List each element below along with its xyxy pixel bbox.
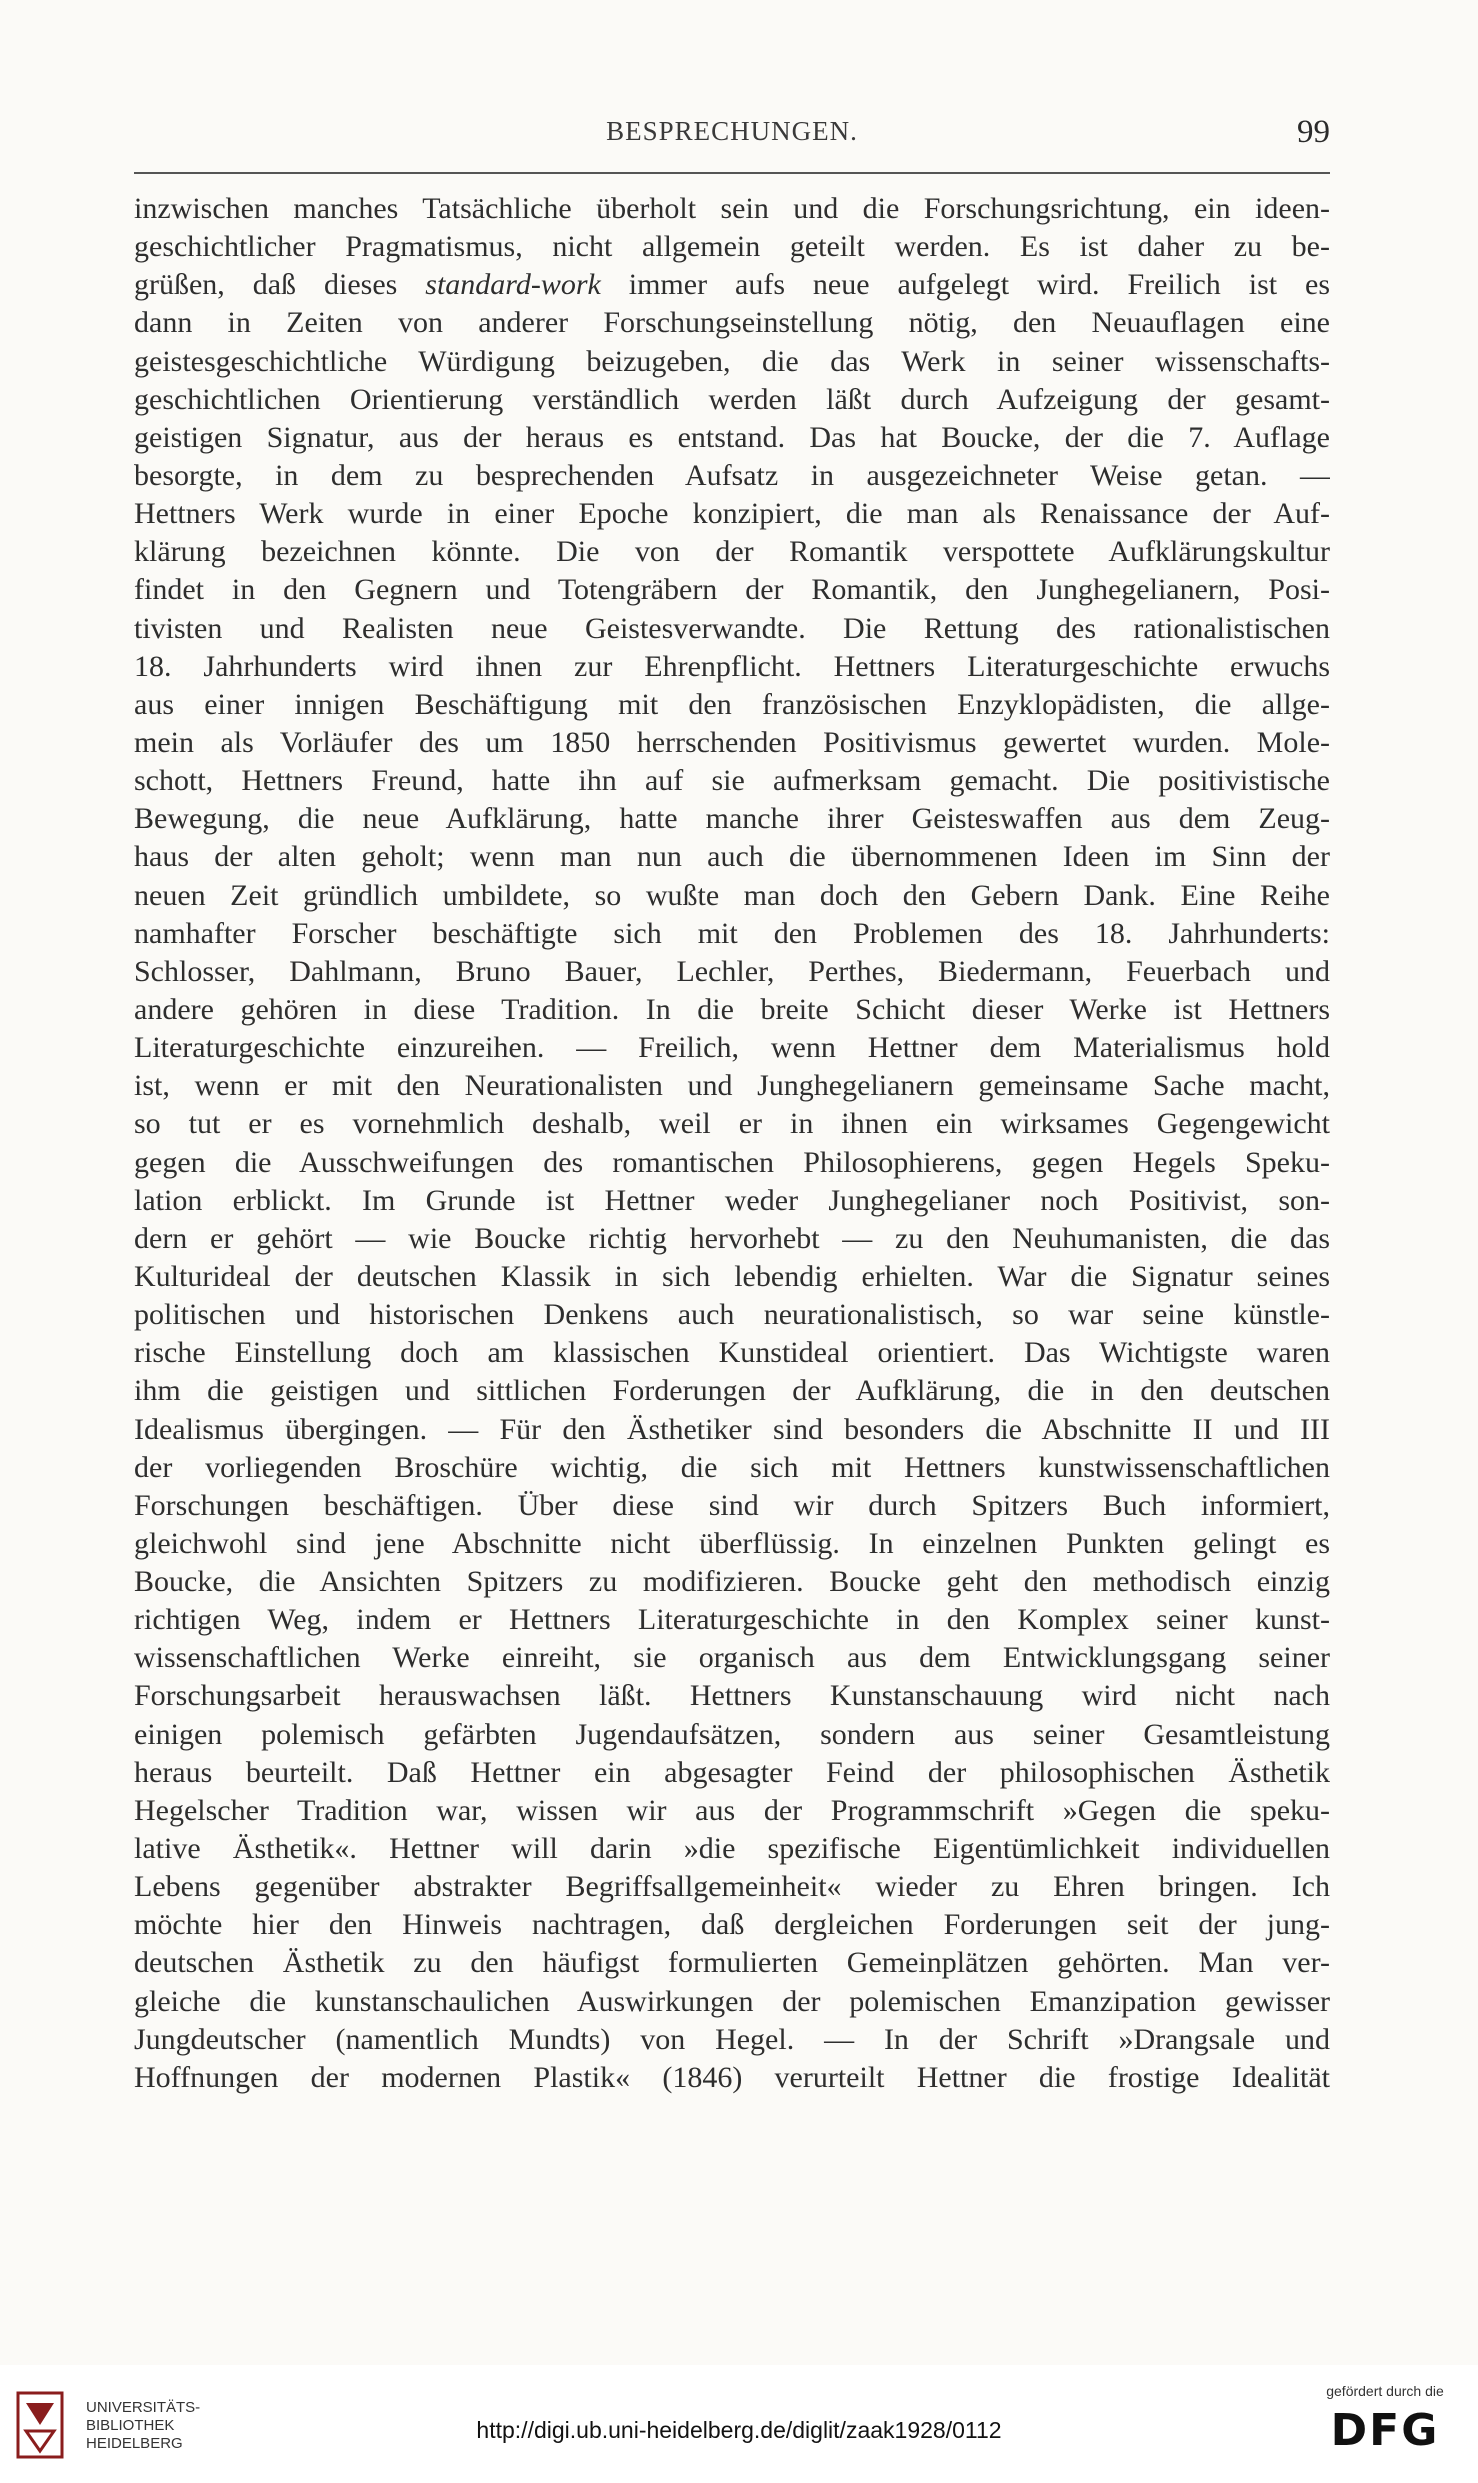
text-line: geschichtlicher Pragmatismus, nicht allgemein geteilt werden. Es ist daher zu be- (134, 230, 1330, 264)
page-number: 99 (1297, 114, 1330, 150)
text-line: mein als Vorläufer des um 1850 herrschenden Positivismus gewertet wurden. Mole- (134, 725, 1330, 759)
text-line: aus einer innigen Beschäftigung mit den französischen Enzyklopädisten, die allge- (134, 687, 1330, 721)
text-line: 18. Jahrhunderts wird ihnen zur Ehrenpflicht. Hettners Literaturgeschichte erwuchs (134, 649, 1330, 683)
library-name-line: UNIVERSITÄTS- (86, 2399, 201, 2416)
text-line: grüßen, daß dieses standard-work immer aufs neue aufgelegt wird. Freilich ist es (134, 268, 1330, 302)
text-line: dann in Zeiten von anderer Forschungseinstellung nötig, den Neuauflagen eine (134, 306, 1330, 340)
text-line: deutschen Ästhetik zu den häufigst formulierten Gemeinplätzen gehörten. Man ver- (134, 1946, 1330, 1980)
body-text (134, 190, 1330, 2097)
text-line: schott, Hettners Freund, hatte ihn auf sie aufmerksam gemacht. Die positivistische (134, 764, 1330, 798)
dfg-logo: DFG (1330, 2405, 1440, 2456)
text-line: namhafter Forscher beschäftigte sich mit den Problemen des 18. Jahrhunderts: (134, 916, 1330, 950)
text-line: Hegelscher Tradition war, wissen wir aus der Programmschrift »Gegen die speku- (134, 1793, 1330, 1827)
text-line: heraus beurteilt. Daß Hettner ein abgesagter Feind der philosophischen Ästhetik (134, 1755, 1330, 1789)
text-line: ihm die geistigen und sittlichen Forderungen der Aufklärung, die in den deutschen (134, 1374, 1330, 1408)
text-line: gleiche die kunstanschaulichen Auswirkungen der polemischen Emanzipation gewisser (134, 1984, 1330, 2018)
text-line: neuen Zeit gründlich umbildete, so wußte man doch den Gebern Dank. Eine Reihe (134, 878, 1330, 912)
text-line: lation erblickt. Im Grunde ist Hettner weder Junghegelianer noch Positivist, son- (134, 1183, 1330, 1217)
text-line: besorgte, in dem zu besprechenden Aufsatz in ausgezeichneter Weise getan. — (134, 458, 1330, 492)
text-line: rische Einstellung doch am klassischen Kunstideal orientiert. Das Wichtigste waren (134, 1336, 1330, 1370)
text-line: einigen polemisch gefärbten Jugendaufsätzen, sondern aus seiner Gesamtleistung (134, 1717, 1330, 1751)
text-line: haus der alten geholt; wenn man nun auch die übernommenen Ideen im Sinn der (134, 840, 1330, 874)
text-line: Boucke, die Ansichten Spitzers zu modifizieren. Boucke geht den methodisch einzig (134, 1565, 1330, 1599)
text-line: lative Ästhetik«. Hettner will darin »die spezifische Eigentümlichkeit individuellen (134, 1832, 1330, 1866)
text-line: Literaturgeschichte einzureihen. — Freilich, wenn Hettner dem Materialismus hold (134, 1031, 1330, 1065)
running-title: BESPRECHUNGEN. (606, 116, 858, 146)
text-line: andere gehören in diese Tradition. In die breite Schicht dieser Werke ist Hettners (134, 992, 1330, 1026)
library-name-line: BIBLIOTHEK (86, 2417, 175, 2434)
text-line: ist, wenn er mit den Neurationalisten und Junghegelianern gemeinsame Sache macht, (134, 1069, 1330, 1103)
text-line: möchte hier den Hinweis nachtragen, daß dergleichen Forderungen seit der jung- (134, 1908, 1330, 1942)
text-line: wissenschaftlichen Werke einreiht, sie organisch aus dem Entwicklungsgang seiner (134, 1641, 1330, 1675)
text-line: Idealismus übergingen. — Für den Ästhetiker sind besonders die Abschnitte II und III (134, 1412, 1330, 1446)
text-line: geistigen Signatur, aus der heraus es entstand. Das hat Boucke, der die 7. Auflage (134, 420, 1330, 454)
permalink-url[interactable]: http://digi.ub.uni-heidelberg.de/diglit/zaak1928/0112 (476, 2417, 1002, 2443)
text-line: findet in den Gegnern und Totengräbern der Romantik, den Junghegelianern, Posi- (134, 573, 1330, 607)
text-line: Hettners Werk wurde in einer Epoche konzipiert, die man als Renaissance der Auf- (134, 497, 1330, 531)
text-line: klärung bezeichnen könnte. Die von der Romantik verspottete Aufklärungskultur (134, 535, 1330, 569)
text-line: dern er gehört — wie Boucke richtig hervorhebt — zu den Neuhumanisten, die das (134, 1221, 1330, 1255)
text-line: Forschungen beschäftigen. Über diese sind wir durch Spitzers Buch informiert, (134, 1488, 1330, 1522)
text-line: geistesgeschichtliche Würdigung beizugeben, die das Werk in seiner wissenschafts- (134, 344, 1330, 378)
text-line: politischen und historischen Denkens auch neurationalistisch, so war seine künstle- (134, 1298, 1330, 1332)
text-line: gleichwohl sind jene Abschnitte nicht überflüssig. In einzelnen Punkten gelingt es (134, 1526, 1330, 1560)
text-line: Lebens gegenüber abstrakter Begriffsallgemeinheit« wieder zu Ehren bringen. Ich (134, 1870, 1330, 1904)
text-line: inzwischen manches Tatsächliche überholt sein und die Forschungsrichtung, ein ideen- (134, 192, 1330, 225)
text-line: der vorliegenden Broschüre wichtig, die sich mit Hettners kunstwissenschaftlichen (134, 1450, 1330, 1484)
text-line: so tut er es vornehmlich deshalb, weil er in ihnen ein wirksames Gegengewicht (134, 1107, 1330, 1141)
library-name-line: HEIDELBERG (86, 2435, 183, 2452)
text-line: Kulturideal der deutschen Klassik in sich lebendig erhielten. War die Signatur seines (134, 1259, 1330, 1293)
text-line: geschichtlichen Orientierung verständlich werden läßt durch Aufzeigung der gesamt- (134, 382, 1330, 416)
page-header (134, 112, 1330, 174)
text-line: Jungdeutscher (namentlich Mundts) von Hegel. — In der Schrift »Drangsale und (134, 2022, 1330, 2056)
text-line: Forschungsarbeit herauswachsen läßt. Hettners Kunstanschauung wird nicht nach (134, 1679, 1330, 1713)
text-line: tivisten und Realisten neue Geistesverwandte. Die Rettung des rationalistischen (134, 611, 1330, 645)
viewer-footer (0, 2365, 1478, 2483)
dfg-funding[interactable] (1310, 2383, 1460, 2473)
text-line: gegen die Ausschweifungen des romantischen Philosophierens, gegen Hegels Speku- (134, 1145, 1330, 1179)
funding-caption: gefördert durch die (1326, 2383, 1444, 2399)
text-line: Schlosser, Dahlmann, Bruno Bauer, Lechler, Perthes, Biedermann, Feuerbach und (134, 954, 1330, 988)
text-line: Hoffnungen der modernen Plastik« (1846) verurteilt Hettner die frostige Idealität (134, 2060, 1330, 2094)
text-line: Bewegung, die neue Aufklärung, hatte manche ihrer Geisteswaffen aus dem Zeug- (134, 802, 1330, 836)
text-line: richtigen Weg, indem er Hettners Literaturgeschichte in den Komplex seiner kunst- (134, 1603, 1330, 1637)
emphasized-term: standard-work (425, 268, 601, 302)
